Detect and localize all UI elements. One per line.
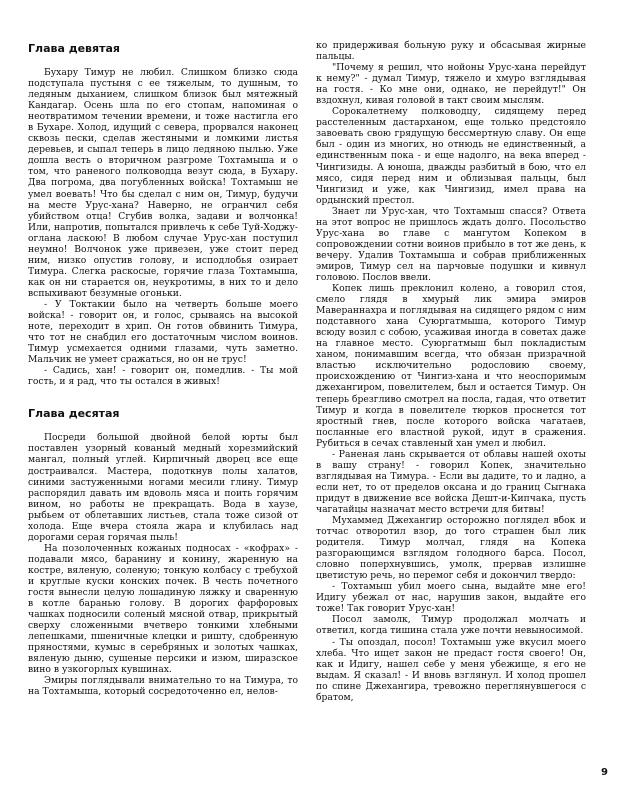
right-paragraph-2: "Почему я решил, что нойоны Урус-хана перейдут к нему?" - думал Тимур, тяжело и хмуро взглядывая на гостя. - Ко мне они, однако, не перейдут!" Он вздохнул, кивая головой в такт своим мыслям.	[316, 62, 586, 107]
chapter-ten-title: Глава десятая	[28, 407, 120, 421]
right-paragraph-7: Мухаммед Джехангир осторожно поглядел вбок и тотчас отворотил взор, до того страшен был лик родителя. Тимур молчал, глядя на Копека разгорающимся взглядом голодного барса. Посол, словно поперхнувшись, умолк, прервав излишне цветистую речь, но перемог себя и докончил твердо:	[316, 515, 586, 582]
right-paragraph-10: - Ты опоздал, посол! Тохтамыш уже вкусил моего хлеба. Что ищет закон не предаст гостя своего! Он, как и Идигу, нашел себе у меня убежище, я его не выдам. Я сказал! - И вновь взглянул. И холод прошел по спине Джехангира, тревожно переглянувшегося с братом,	[316, 636, 586, 703]
right-paragraph-9: Посол замолк, Тимур продолжал молчать и ответил, когда тишина стала уже почти невыносимой.	[316, 614, 586, 637]
right-paragraph-6: - Раненая лань скрывается от облавы нашей охоты в вашу страну! - говорил Копек, значительно взглядывая на Тимура. - Если вы дадите, то и ладно, а если нет, то от пределов оксана и до границ Сыгнака придут в движение все войска Дешт-и-Кипчака, пусть чагатайцы назначат место встречи для битвы!	[316, 448, 586, 515]
chapter10-paragraph-3: Эмиры поглядывали внимательно то на Тимура, то на Тохтамыша, который сосредоточенно ел, нелов-	[28, 675, 298, 698]
right-paragraph-1: ко придерживая больную руку и обсасывая жирные пальцы.	[316, 40, 586, 63]
chapter9-paragraph-3: - Садись, хан! - говорит он, помедлив. - Ты мой гость, и я рад, что ты остался в живых!	[28, 365, 298, 388]
right-paragraph-4: Знает ли Урус-хан, что Тохтамыш спасся? Ответа на этот вопрос не пришлось ждать долго. Посольство Урус-хана во главе с мангутом Копеком в сопровождении сотни воинов прибыло в тот же день, к вечеру. Удалив Тохтамыша и собрав приближенных эмиров, Тимур сел на парчовые подушки и кивнул головою. Послов ввели.	[316, 205, 586, 283]
page-number: 9	[601, 767, 608, 778]
right-paragraph-8: - Тохтамыш убил моего сына, выдайте мне его! Идигу убежал от нас, нарушив закон, выдайте его тоже! Так говорит Урус-хан!	[316, 581, 586, 615]
chapter10-paragraph-1: Посреди большой двойной белой юрты был поставлен узорный кованый медный хорезмийский мангал, полный углей. Кирпичный дворец все еще достраивался. Мастера, подоткнув полы халатов, синими застуженными ногами месили глину. Тимур распорядил давать им вдоволь мяса и поить горячим вином, но работы не прекращать. Вода в хаузе, рыбьем от облетавших листьев, стала тоже сизой от холода. Еще вчера стояла жара и клубилась над дорогами серая горячая пыль!	[28, 432, 298, 543]
left-column	[28, 42, 298, 697]
right-paragraph-5: Копек лишь преклонил колено, а говорил стоя, смело глядя в хмурый лик эмира эмиров Мавераннахра и поглядывая на сидящего рядом с ним подставного хана Суюргатмыша, которого Тимур всюду возил с собою, усаживая иногда в советах даже на главное место. Суюргатмыш был покладистым ханом, понимавшим всегда, что обязан призрачной властью исключительно родословию своему, происхождению от Чингиз-хана и что неоспоримым джехангиром, повелителем, был и остается Тимур. Он теперь брезгливо смотрел на посла, гадая, что ответит Тимур и когда в повелителе тюрков проснется тот яростный гнев, после которого войска чагатаев, посланные его властной рукой, идут в сражения. Рубиться в сечах ставленый хан умел и любил.	[316, 283, 586, 449]
chapter9-paragraph-1: Бухару Тимур не любил. Слишком близко сюда подступала пустыня с ее тяжелым, то душным, то ледяным дыханием, слишком близок был мятежный Кандагар. Осень шла по его стопам, напоминая о неотвратимом течении времени, и тоже настигла его в Бухаре. Холод, идущий с севера, прорвался наконец сквозь пески, сделав жестяными и ломкими листья деревьев, и сыпал теперь в лицо ледяною пылью. Уже дошла весть о вторичном разгроме Тохтамыша и о том, что раненого полководца везут сюда, в Бухару. Два погрома, два погубленных войска! Тохтамыш не умел воевать! Что бы сделал с ним он, Тимур, будучи на месте Урус-хана? Наверно, не огранчил себя убийством отца! Сгубив волка, задави и волчонка! Или, напротив, попытался привлечь к себе Туй-Ходжу-оглана ласкою! В любом случае Урус-хан поступил неумно! Волчонок уже привезен, уже стоит перед ним, низко опустив голову, и исподлобья озирает Тимура. Слегка раскосые, горячие глаза Тохтамыша, как он ни старается он, неукротимы, в них то и дело вспыхивают безумные огоньки.	[28, 67, 298, 299]
chapter9-paragraph-2: - У Токтакии было на четверть больше моего войска! - говорит он, и голос, срываясь на высокой ноте, переходит в хрип. Он готов обвинить Тимура, что тот не снабдил его достаточным числом воинов. Тимур усмехается одними глазами, чуть заметно. Мальчик не умеет сражаться, но он не трус!	[28, 298, 298, 366]
right-paragraph-3: Сорокалетнему полководцу, сидящему перед расстеленным дастарханом, еще только предстояло завоевать свою грядущую бессмертную славу. Он еще был - один из многих, но отнюдь не единственный, а единственным пока - и еще надолго, на века вперед - Чингизиды. А юноша, дважды разбитый в бою, что ел мясо, сидя перед ним и облизывая пальцы, был Чингизид и уже, как Чингизид, имел права на ордынский престол.	[316, 106, 586, 206]
right-column	[316, 40, 586, 703]
chapter10-paragraph-2: На позолоченных кожаных подносах - «кофрах» - подавали мясо, баранину и конину, жаренную на костре, вяленую, соленую; тонкую колбасу с требухой и круглые куски конских почек. В честь почетного гостя вынесли целую лошадиную ляжку и сваренную в котле баранью голову. В дорогих фарфоровых чашках подносили соленый мясной отвар, прикрытый сверху сложенными вчетверо тонкими хлебными лепешками, пшеничные клецки и ришту, сдобренную пряностями, кумыс в серебряных и золотых чашках, вяленую дыню, сушеные персики и изюм, ширазское вино в узкогорлых кувшинах.	[28, 542, 298, 676]
chapter-nine-title: Глава девятая	[28, 42, 120, 55]
